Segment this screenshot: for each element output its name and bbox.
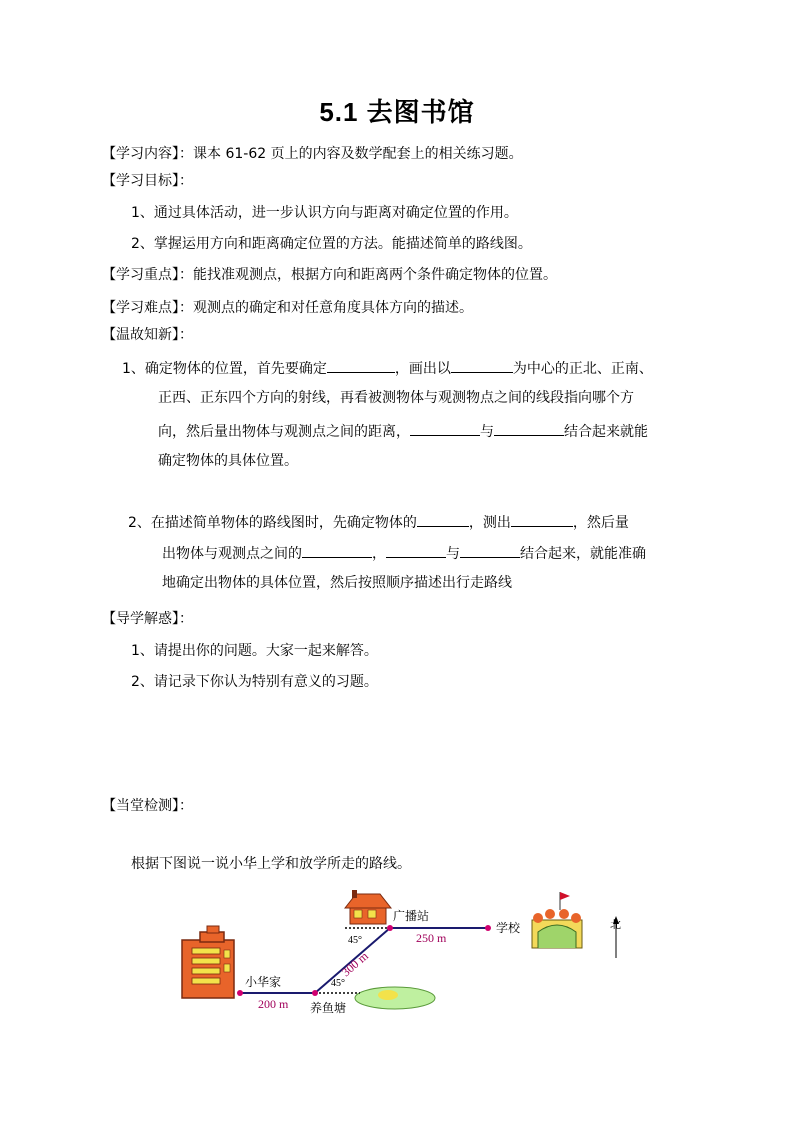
school-point (485, 925, 491, 931)
review-q1-line4: 确定物体的具体位置。 (158, 453, 298, 469)
distance-200-label: 200 m (258, 997, 289, 1011)
answer-blank[interactable] (410, 421, 480, 436)
content-text: 课本 61-62 页上的内容及数学配套上的相关练习题。 (193, 146, 523, 162)
goal-item-1: 1、通过具体活动，进一步认识方向与距离对确定位置的作用。 (131, 205, 518, 221)
check-label: 【当堂检测】： (102, 798, 193, 814)
difficulty-label: 【学习难点】： (102, 300, 193, 316)
answer-blank[interactable] (302, 543, 372, 558)
answer-blank[interactable] (386, 543, 446, 558)
school-icon (532, 892, 582, 948)
apartment-building-icon (182, 926, 234, 998)
guide-item-2: 2、请记录下你认为特别有意义的习题。 (131, 674, 378, 690)
distance-300-label: 300 m (338, 948, 371, 980)
goals-label: 【学习目标】： (102, 173, 193, 189)
goal-item-2: 2、掌握运用方向和距离确定位置的方法。能描述简单的路线图。 (131, 236, 532, 252)
north-label: 北 (610, 918, 621, 931)
key-point-text: 能找准观测点，根据方向和距离两个条件确定物体的位置。 (193, 267, 557, 283)
pond-point (312, 990, 318, 996)
home-label: 小华家 (245, 975, 282, 989)
guide-label: 【导学解惑】： (102, 611, 193, 627)
review-q1-line1: 1、确定物体的位置，首先要确定 ，画出以 为中心的正北、正南、 (122, 358, 653, 378)
review-q2-line2: 出物体与观测点之间的 ， 与 结合起来，就能准确 (162, 543, 646, 563)
school-label: 学校 (496, 921, 521, 935)
guide-item-1: 1、请提出你的问题。大家一起来解答。 (131, 643, 378, 659)
route-diagram (170, 880, 640, 1015)
answer-blank[interactable] (451, 358, 513, 373)
station-point (387, 925, 393, 931)
angle-label-lower: 45° (331, 978, 345, 989)
review-q2-line3: 地确定出物体的具体位置，然后按照顺序描述出行走路线 (162, 575, 512, 591)
answer-blank[interactable] (511, 512, 573, 527)
difficulty-text: 观测点的确定和对任意角度具体方向的描述。 (193, 300, 473, 316)
review-label: 【温故知新】： (102, 327, 193, 343)
key-point-row (102, 266, 557, 284)
review-q1-line2: 正西、正东四个方向的射线，再看被测物体与观测物点之间的线段指向哪个方 (158, 390, 634, 406)
key-point-label: 【学习重点】： (102, 267, 193, 283)
distance-250-label: 250 m (416, 931, 447, 945)
answer-blank[interactable] (460, 543, 520, 558)
review-q2-line1: 2、在描述简单物体的路线图时，先确定物体的 ，测出 ，然后量 (128, 512, 629, 532)
answer-blank[interactable] (494, 421, 564, 436)
pond-icon (355, 987, 435, 1009)
review-q1-line3: 向，然后量出物体与观测点之间的距离， 与 结合起来就能 (158, 421, 648, 441)
answer-blank[interactable] (327, 358, 395, 373)
station-label: 广播站 (393, 909, 430, 923)
pond-label: 养鱼塘 (310, 1001, 347, 1015)
angle-label-upper: 45° (348, 935, 362, 946)
answer-blank[interactable] (417, 512, 469, 527)
page-title: 5.1 去图书馆 (319, 97, 475, 127)
house-icon (345, 890, 391, 924)
content-row (102, 145, 523, 163)
content-label: 【学习内容】： (102, 146, 193, 162)
check-text: 根据下图说一说小华上学和放学所走的路线。 (131, 856, 411, 872)
difficulty-row (102, 299, 473, 317)
home-point (237, 990, 243, 996)
